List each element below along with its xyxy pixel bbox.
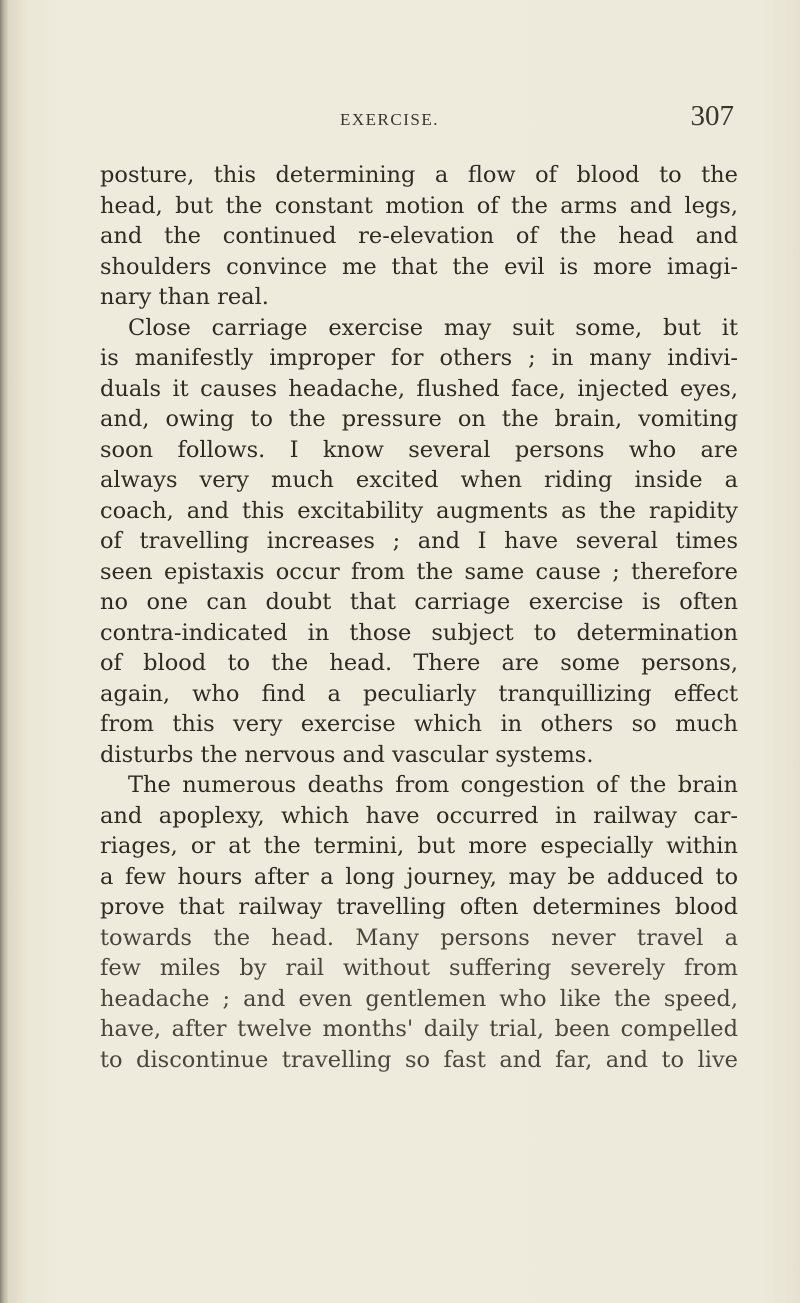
- text-line: riages, or at the termini, but more especially within: [100, 833, 738, 859]
- text-line: is manifestly improper for others ; in many indivi-: [100, 345, 738, 371]
- paragraph-start-line: Close carriage exercise may suit some, but it: [128, 314, 738, 341]
- text-line: nary than real.: [100, 284, 269, 310]
- text-line: to discontinue travelling so fast and far, and to live: [100, 1046, 738, 1073]
- text-line: shoulders convince me that the evil is more imagi-: [100, 253, 738, 280]
- text-line: and apoplexy, which have occurred in railway car-: [100, 802, 738, 829]
- text-line: always very much excited when riding inside a: [100, 467, 738, 493]
- text-line: contra-indicated in those subject to determination: [100, 619, 738, 646]
- page-binding-edge: [0, 0, 8, 1303]
- text-line: seen epistaxis occur from the same cause ; therefore: [100, 558, 738, 585]
- text-line: soon follows. I know several persons who are: [100, 436, 738, 463]
- text-line: from this very exercise which in others so much: [100, 711, 738, 737]
- text-line: and, owing to the pressure on the brain, vomiting: [100, 406, 738, 432]
- text-line: of travelling increases ; and I have several times: [100, 528, 738, 554]
- page-number: 307: [690, 100, 734, 132]
- body-text: [100, 160, 738, 1075]
- text-line: a few hours after a long journey, may be adduced to: [100, 863, 738, 890]
- paragraph-start-line: The numerous deaths from congestion of the brain: [128, 772, 738, 798]
- text-line: posture, this determining a flow of blood to the: [100, 162, 738, 188]
- text-line: prove that railway travelling often determines blood: [100, 894, 738, 920]
- text-line: disturbs the nervous and vascular systems.: [100, 741, 594, 768]
- text-line: coach, and this excitability augments as the rapidity: [100, 497, 738, 524]
- running-head: EXERCISE.: [340, 110, 439, 129]
- text-line: again, who find a peculiarly tranquillizing effect: [100, 680, 738, 707]
- text-line: head, but the constant motion of the arms and legs,: [100, 192, 738, 219]
- text-line: have, after twelve months' daily trial, been compelled: [100, 1016, 738, 1042]
- text-line: of blood to the head. There are some persons,: [100, 650, 738, 676]
- text-line: no one can doubt that carriage exercise is often: [100, 589, 738, 615]
- text-line: headache ; and even gentlemen who like the speed,: [100, 985, 738, 1012]
- text-line: towards the head. Many persons never travel a: [100, 924, 738, 951]
- text-line: few miles by rail without suffering severely from: [100, 955, 738, 981]
- text-line: and the continued re-elevation of the head and: [100, 223, 738, 249]
- page-header: [100, 100, 734, 140]
- text-line: duals it causes headache, flushed face, injected eyes,: [100, 375, 738, 402]
